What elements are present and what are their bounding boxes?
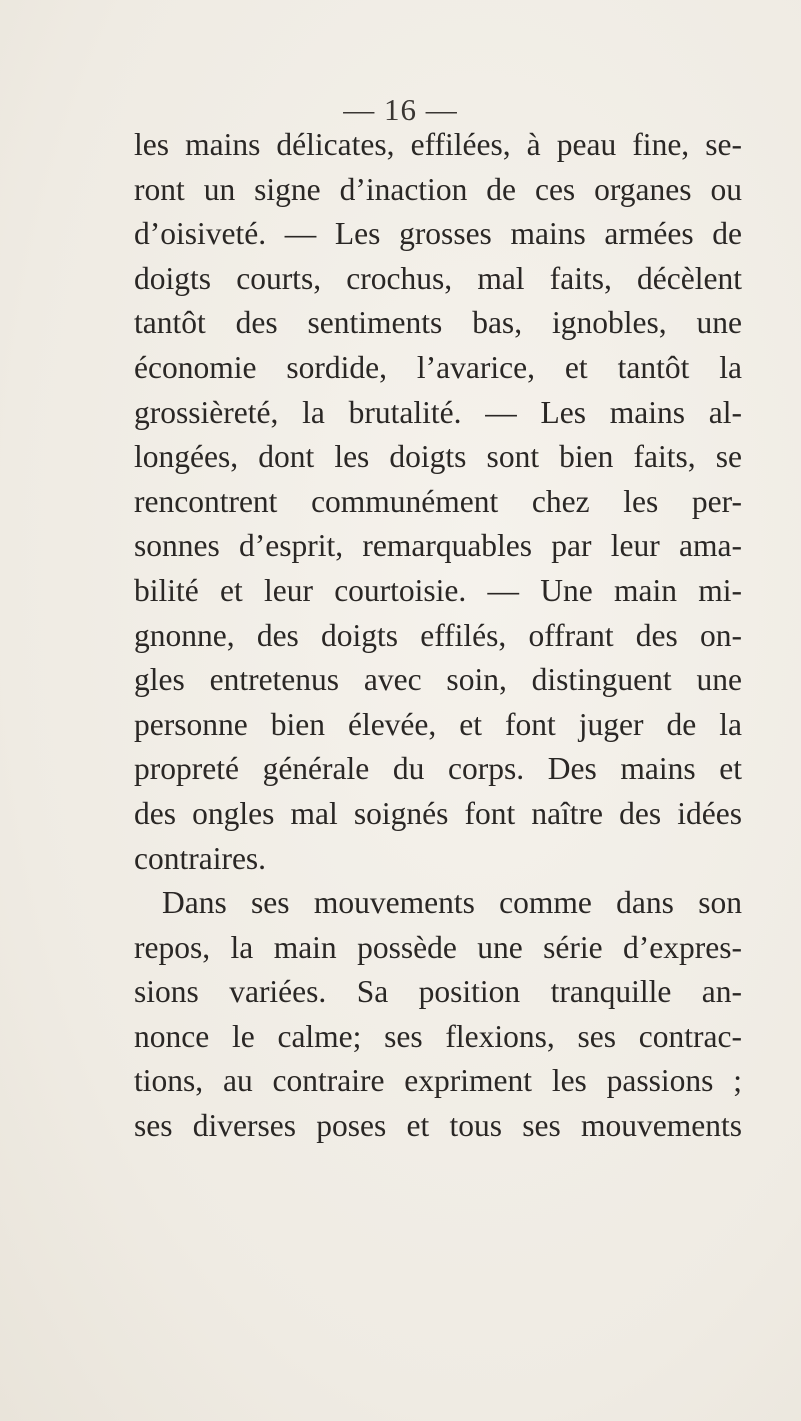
text-line: d’oisiveté. — Les grosses mains armées de bbox=[134, 216, 742, 252]
text-line: nonce le calme; ses flexions, ses contrac- bbox=[134, 1018, 742, 1054]
text-line: propreté générale du corps. Des mains et bbox=[134, 751, 742, 787]
text-line: contraires. bbox=[134, 840, 267, 876]
text-line: sonnes d’esprit, remarquables par leur ama- bbox=[134, 528, 742, 564]
text-line: tantôt des sentiments bas, ignobles, une bbox=[134, 305, 742, 341]
text-line: longées, dont les doigts sont bien faits, se bbox=[134, 439, 742, 475]
text-line: rencontrent communément chez les per- bbox=[134, 483, 742, 519]
paragraph-start-line: Dans ses mouvements comme dans son bbox=[162, 885, 742, 921]
text-line: ront un signe d’inaction de ces organes ou bbox=[134, 171, 742, 207]
text-line: doigts courts, crochus, mal faits, décèlent bbox=[134, 260, 742, 296]
text-line: économie sordide, l’avarice, et tantôt la bbox=[134, 349, 742, 385]
text-line: gles entretenus avec soin, distinguent une bbox=[134, 662, 742, 698]
text-line: gnonne, des doigts effilés, offrant des on- bbox=[134, 617, 742, 653]
text-line: ses diverses poses et tous ses mouvements bbox=[134, 1108, 742, 1144]
text-line: personne bien élevée, et font juger de la bbox=[134, 706, 742, 742]
text-line: bilité et leur courtoisie. — Une main mi- bbox=[134, 572, 742, 608]
text-line: sions variées. Sa position tranquille an- bbox=[134, 974, 742, 1010]
text-line: grossièreté, la brutalité. — Les mains al- bbox=[134, 394, 742, 430]
text-line: les mains délicates, effilées, à peau fine, se- bbox=[134, 127, 742, 162]
text-line: repos, la main possède une série d’expres- bbox=[134, 929, 742, 965]
page-number: — 16 — bbox=[343, 92, 458, 127]
text-line: tions, au contraire expriment les passions ; bbox=[134, 1063, 742, 1099]
text-line: des ongles mal soignés font naître des idées bbox=[134, 795, 742, 831]
body-text bbox=[134, 123, 742, 1149]
